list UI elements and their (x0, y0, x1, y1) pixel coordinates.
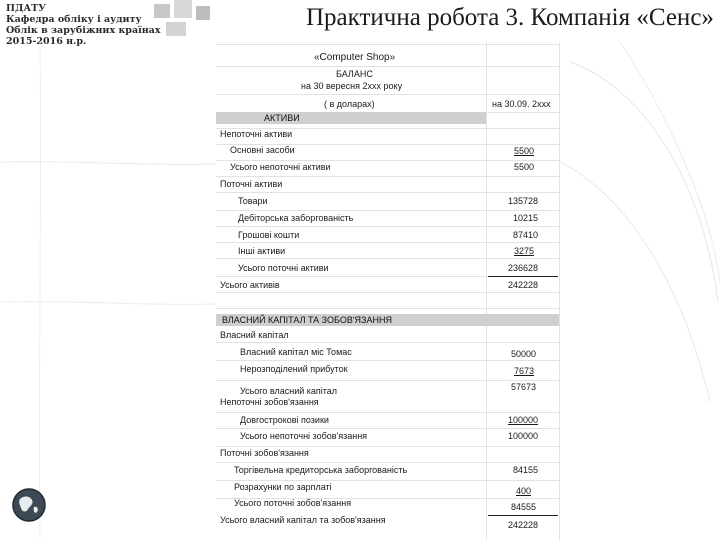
row-label: Інші активи (238, 246, 286, 256)
row-value: 57673 (510, 382, 536, 392)
header-decoration (148, 0, 218, 42)
row-value: 84555 (510, 502, 536, 512)
row-label: Поточні зобов'язання (220, 448, 309, 458)
row-value: 5500 (513, 162, 534, 172)
row-label: Розрахунки по зарплаті (234, 482, 332, 492)
row-label: Власний капітал міс Томас (240, 347, 352, 357)
org-line: Облік в зарубіжних країнах (6, 25, 161, 36)
row-value: 5500 (513, 146, 534, 156)
left-decoration (0, 42, 216, 540)
document-title: БАЛАНС (336, 69, 373, 79)
row-label: Власний капітал (220, 330, 289, 340)
row-value: 236628 (507, 263, 538, 273)
row-label: Непоточні активи (220, 129, 293, 139)
org-line: Кафедра обліку і аудиту (6, 14, 142, 25)
row-label: Грошові кошти (238, 230, 300, 240)
row-value: 87410 (512, 230, 538, 240)
date-column-header: на 30.09. 2ххх (492, 99, 551, 109)
row-label: Торгівельна кредиторська заборгованість (234, 465, 408, 475)
row-label: Дебіторська заборгованість (238, 213, 354, 223)
row-label: Усього непоточні зобов'язання (240, 431, 368, 441)
row-value: 242228 (507, 520, 538, 530)
org-line: ПДАТУ (6, 3, 46, 14)
row-label: Непоточні зобов'язання (220, 397, 319, 407)
row-label: Усього активів (220, 280, 280, 290)
row-value: 100000 (507, 415, 538, 425)
date-line: на 30 вересня 2ххх року (301, 81, 403, 91)
header-band (0, 0, 720, 47)
organization-block (6, 3, 161, 47)
row-label: Усього непоточні активи (230, 162, 331, 172)
total-rule (488, 515, 558, 516)
row-value: 242228 (507, 280, 538, 290)
row-label: Усього поточні активи (238, 263, 329, 273)
company-name: «Computer Shop» (314, 52, 396, 63)
row-value: 7673 (513, 366, 534, 376)
row-value: 135728 (507, 196, 538, 206)
row-value: 3275 (513, 246, 534, 256)
row-label: Поточні активи (220, 179, 283, 189)
row-value: 400 (515, 486, 531, 496)
row-label: Усього власний капітал та зобов'язання (220, 515, 386, 525)
row-value: 84155 (512, 465, 538, 475)
row-value: 50000 (510, 349, 536, 359)
row-value: 100000 (507, 431, 538, 441)
right-decoration (560, 42, 720, 540)
row-label: Довгострокові позики (240, 415, 329, 425)
globe-icon (11, 487, 47, 523)
org-line: 2015-2016 н.р. (6, 36, 87, 47)
assets-header: АКТИВИ (264, 113, 300, 123)
assets-section-bar (216, 112, 486, 124)
row-label: Основні засоби (230, 145, 295, 155)
row-value: 10215 (512, 213, 538, 223)
total-rule (488, 276, 558, 277)
currency-note: ( в доларах) (324, 99, 375, 109)
balance-sheet (216, 42, 560, 540)
equity-liabilities-header: ВЛАСНИЙ КАПІТАЛ ТА ЗОБОВ'ЯЗАННЯ (222, 315, 392, 325)
row-label: Нерозподілений прибуток (240, 364, 348, 374)
slide-title: Практична робота 3. Компанія «Сенс» (306, 4, 714, 31)
row-label: Усього поточні зобов'язання (234, 498, 352, 508)
row-label: Усього власний капітал (240, 386, 338, 396)
row-label: Товари (238, 196, 268, 206)
